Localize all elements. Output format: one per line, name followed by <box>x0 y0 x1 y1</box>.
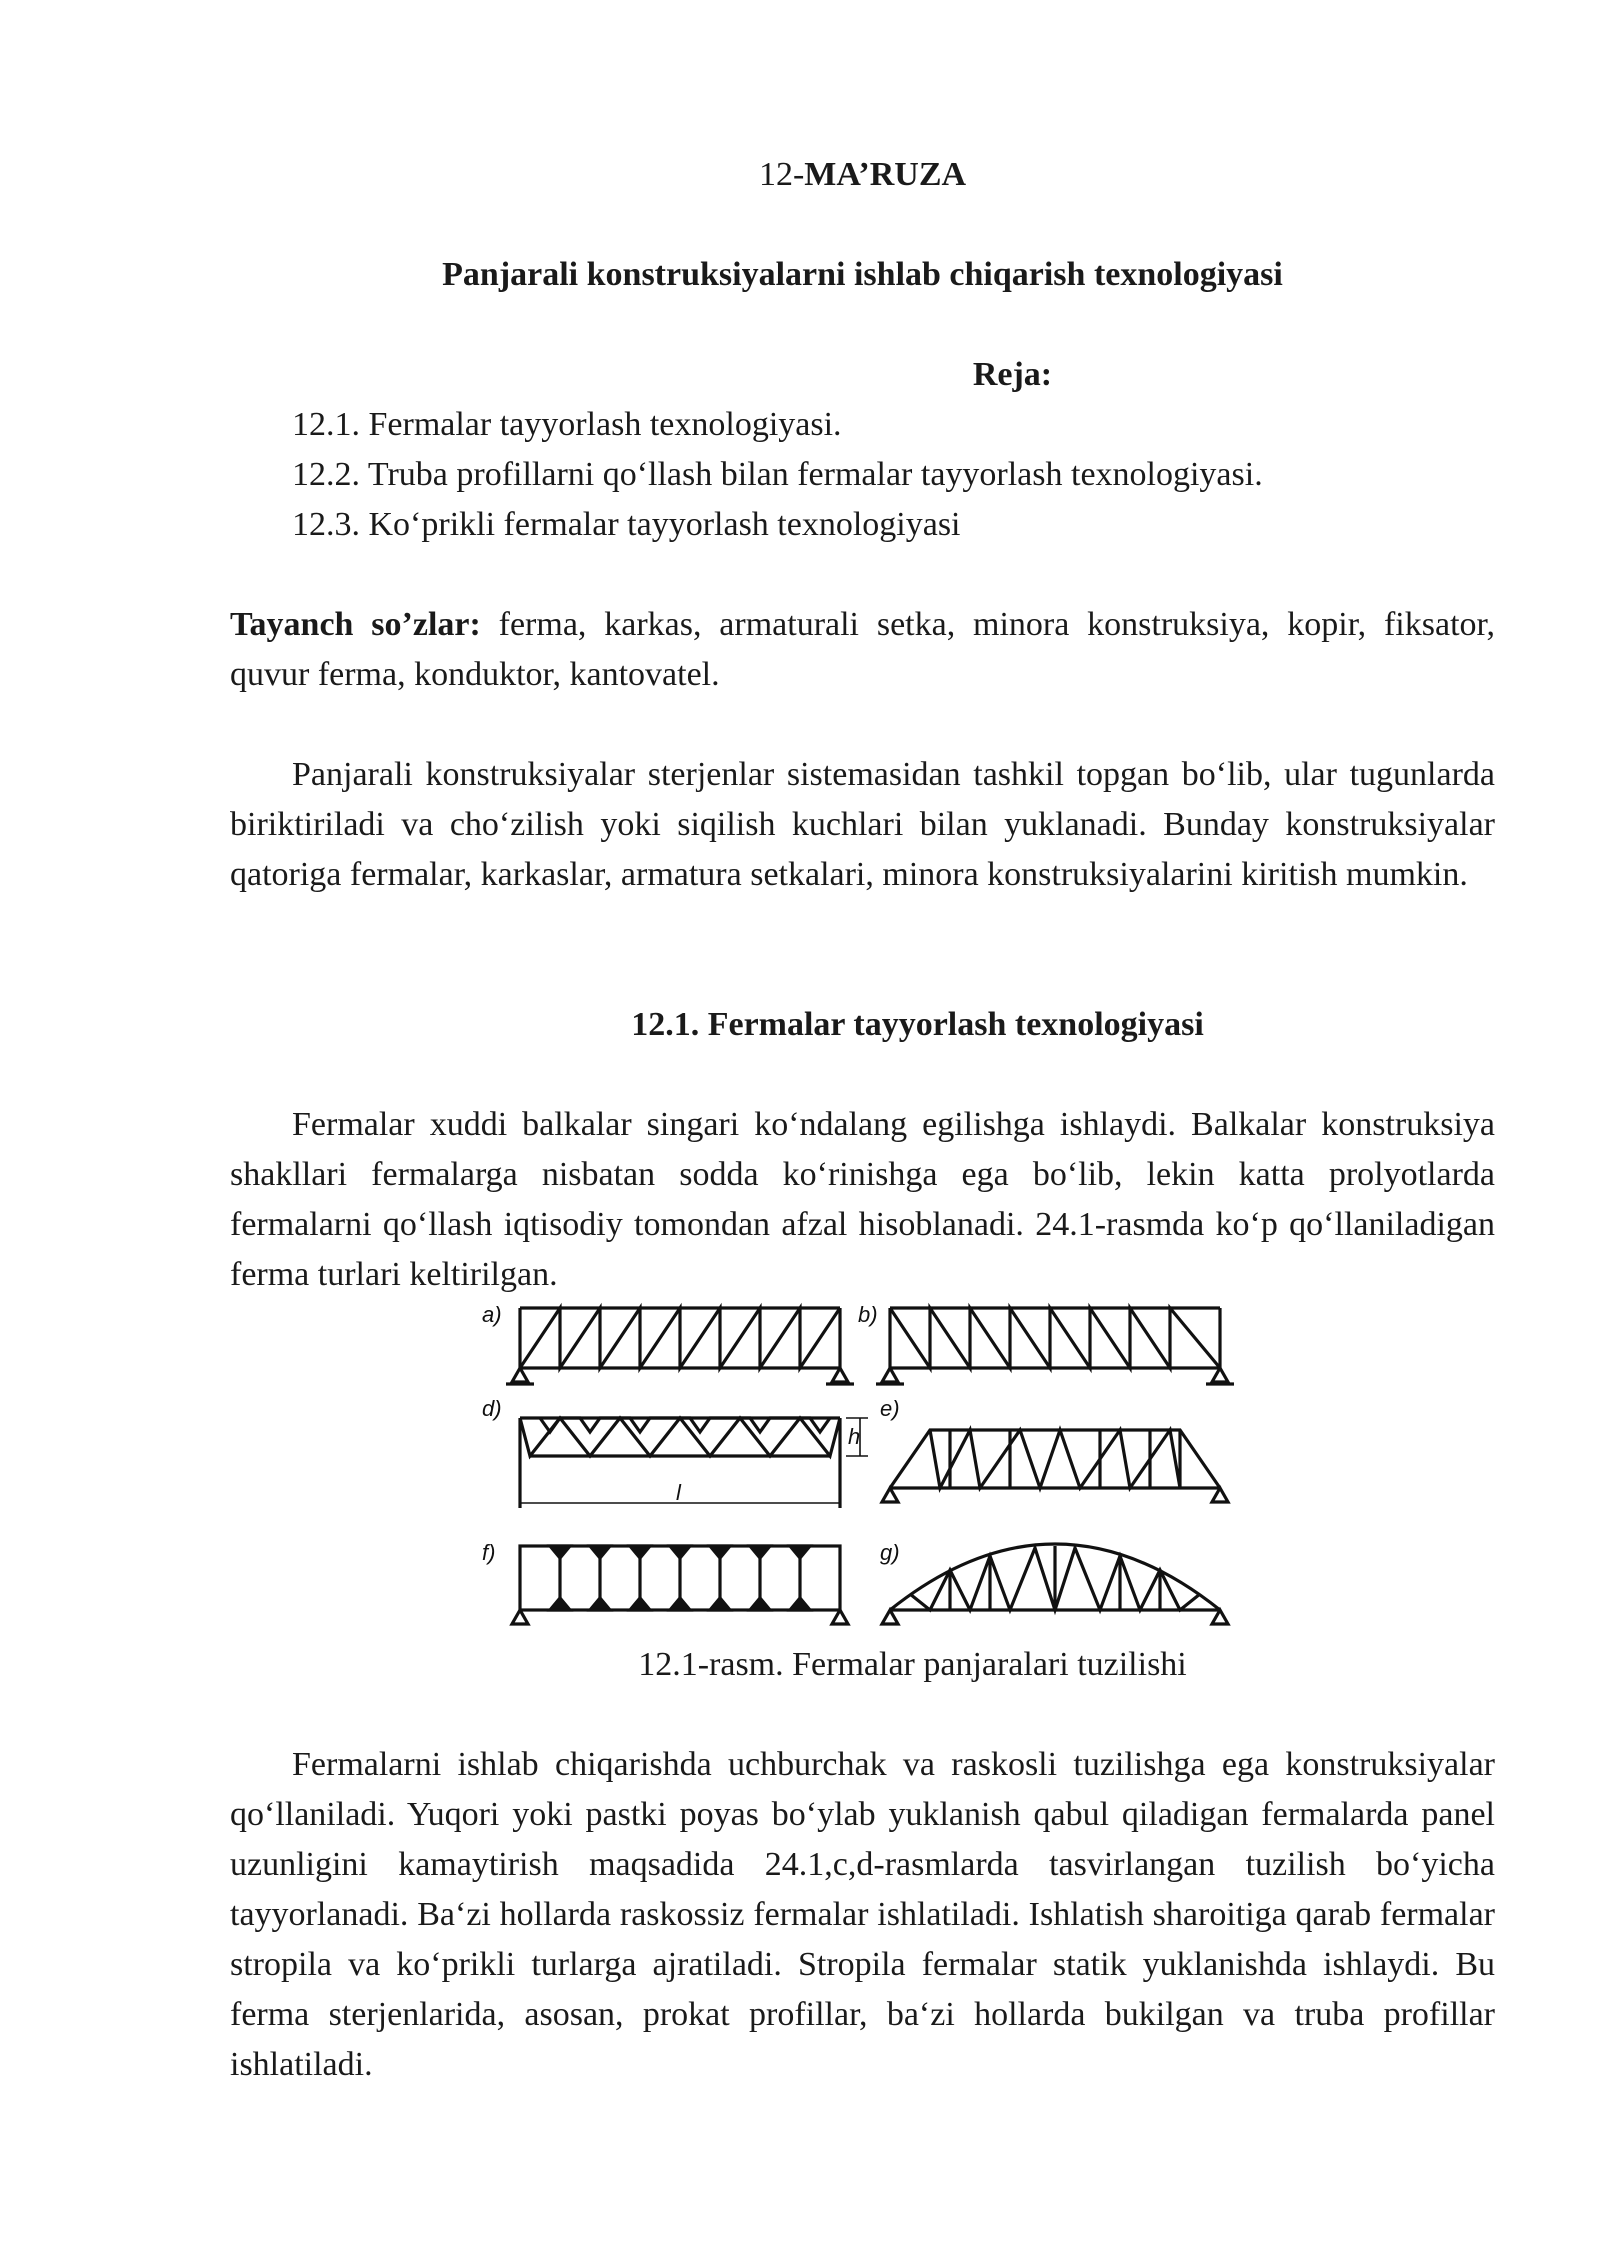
lecture-number: 12- <box>758 156 805 193</box>
label-span: l <box>676 1480 681 1505</box>
keywords-label: Tayanch so’zlar: <box>230 606 481 643</box>
plan-heading: Reja: <box>972 356 1053 393</box>
truss-types-figure <box>480 1298 1240 1638</box>
plan-item: 12.1. Fermalar tayyorlash texnologiyasi. <box>292 406 842 443</box>
label-f: f) <box>482 1540 496 1565</box>
truss-f <box>482 1540 848 1624</box>
label-d: d) <box>482 1396 502 1421</box>
document-subtitle: Panjarali konstruksiyalarni ishlab chiqarish texnologiyasi <box>442 256 1283 293</box>
body-paragraph-1: Fermalar xuddi balkalar singari ko‘ndalang egilishga ishlaydi. Balkalar konstruksiya shakllari fermalarga nisbatan sodda ko‘rinishga ega bo‘lib, lekin katta prolyotlarda fermalarni qo‘llash iqtisodiy tomondan afzal hisoblanadi. 24.1-rasmda ko‘p qo‘llaniladigan ferma turlari keltirilgan. <box>230 1106 1495 1293</box>
label-height: h <box>848 1424 861 1449</box>
body-paragraph-2: Fermalarni ishlab chiqarishda uchburchak va raskosli tuzilishga ega konstruksiyalar qo‘llaniladi. Yuqori yoki pastki poyas bo‘ylab yuklanish qabul qiladigan fermalarda panel uzunligini kamaytirish maqsadida 24.1,c,d-rasmlarda tasvirlangan tuzilish bo‘yicha tayyorlanadi. Ba‘zi hollarda raskossiz fermalar ishlatiladi. Ishlatish sharoitiga qarab fermalar stropila va ko‘prikli turlarga ajratiladi. Stropila fermalar statik yuklanishda ishlaydi. Bu ferma sterjenlarida, asosan, prokat profillar, ba‘zi hollarda bukilgan va truba profillar ishlatiladi. <box>230 1746 1495 2083</box>
truss-e <box>880 1396 1228 1502</box>
truss-a <box>482 1302 854 1384</box>
keywords-paragraph <box>230 600 1495 700</box>
keywords-text: ferma, karkas, armaturali setka, minora konstruksiya, kopir, fiksator, quvur ferma, konduktor, kantovatel. <box>230 606 1495 693</box>
label-g: g) <box>880 1540 900 1565</box>
section-heading: 12.1. Fermalar tayyorlash texnologiyasi <box>631 1006 1204 1043</box>
truss-g <box>880 1540 1228 1624</box>
label-b: b) <box>858 1302 878 1327</box>
plan-item: 12.3. Ko‘prikli fermalar tayyorlash texnologiyasi <box>292 506 961 543</box>
plan-list <box>292 400 1495 550</box>
plan-item: 12.2. Truba profillarni qo‘llash bilan fermalar tayyorlash texnologiyasi. <box>292 456 1263 493</box>
truss-d <box>482 1396 868 1508</box>
figure-caption: 12.1-rasm. Fermalar panjaralari tuzilishi <box>638 1646 1187 1683</box>
truss-b <box>858 1302 1234 1384</box>
document-page <box>230 0 1495 2262</box>
label-a: a) <box>482 1302 502 1327</box>
label-e: e) <box>880 1396 900 1421</box>
lecture-title <box>230 150 1495 200</box>
lecture-word: MA’RUZA <box>804 156 967 193</box>
intro-paragraph: Panjarali konstruksiyalar sterjenlar sistemasidan tashkil topgan bo‘lib, ular tugunlarda biriktiriladi va cho‘zilish yoki siqilish kuchlari bilan yuklanadi. Bunday konstruksiyalar qatoriga fermalar, karkaslar, armatura setkalari, minora konstruksiyalarini kiritish mumkin. <box>230 756 1495 893</box>
